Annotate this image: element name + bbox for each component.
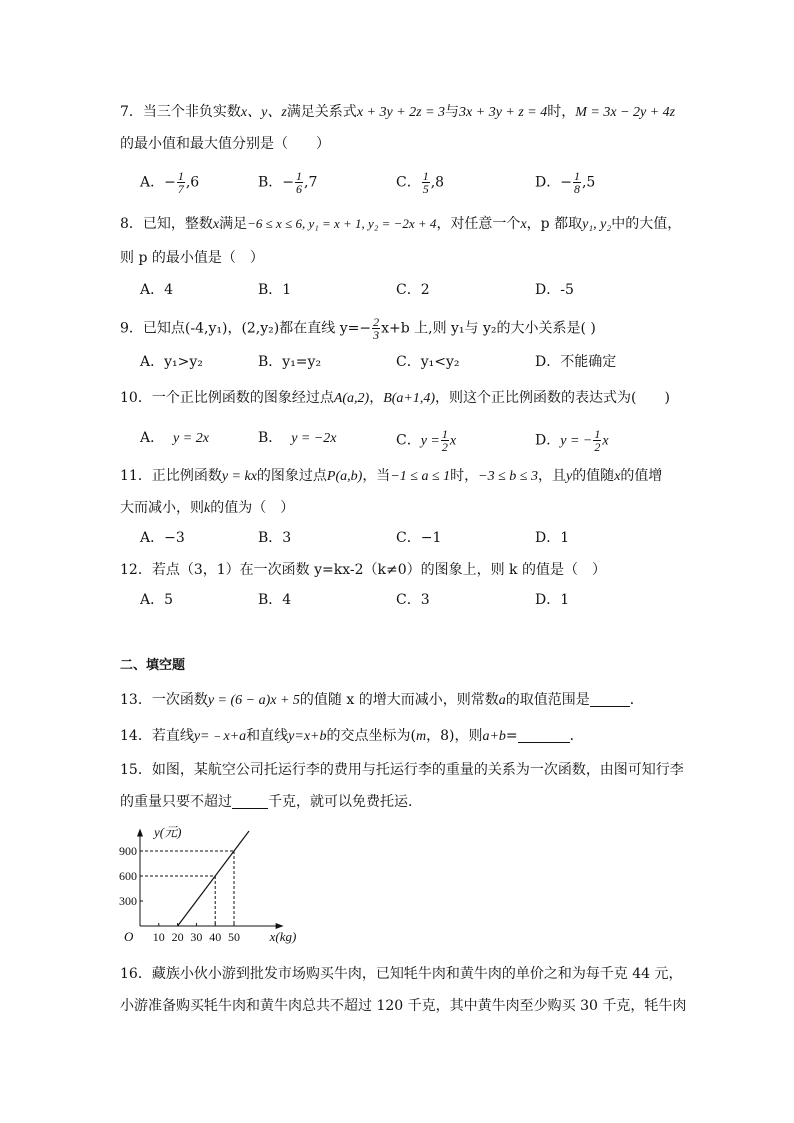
option-d[interactable]: D．-5	[535, 282, 574, 298]
option-d[interactable]: D．1	[535, 530, 570, 546]
question-16: 16．藏族小伙小游到批发市场购买牛肉，已知牦牛肉和黄牛肉的单价之和为每千克 44 元，	[120, 966, 683, 982]
y-axis-label: y(元)	[154, 824, 182, 840]
option-a[interactable]: A．4	[140, 282, 174, 298]
section-title: 二、填空题	[120, 658, 186, 673]
option-d[interactable]: D．不能确定	[535, 354, 617, 370]
option-c[interactable]: C．−1	[396, 530, 442, 546]
answer-blank[interactable]	[590, 692, 630, 707]
question-7: 7．当三个非负实数x、y、z满足关系式x + 3y + 2z = 3与3x + 3y + z = 4时，M = 3x − 2y + 4z	[120, 104, 676, 120]
option-a[interactable]: A．5	[140, 592, 174, 608]
question-7-line2: 的最小值和最大值分别是（ ）	[120, 136, 330, 152]
x-tick-label: 50	[228, 930, 240, 944]
x-axis-label: x(kg)	[269, 929, 297, 944]
y-axis-arrow	[137, 829, 143, 837]
y-tick-label: 900	[119, 844, 137, 859]
question-13: 13．一次函数y = (6 − a)x + 5的值随 x 的增大而减小，则常数a的取值范围是 ．	[120, 692, 644, 708]
question-15: 15．如图，某航空公司托运行李的费用与托运行李的重量的关系为一次函数，由图可知行李	[120, 762, 684, 778]
option-a[interactable]: A． y = 2x	[140, 430, 209, 446]
question-14: 14．若直线y=﹣x+a和直线y=x+b的交点坐标为(m，8)，则a+b= ．	[120, 728, 584, 744]
option-d[interactable]: D．1	[535, 592, 570, 608]
question-8-line2: 则 p 的最小值是（ ）	[120, 250, 264, 266]
option-b[interactable]: B． y = −2x	[258, 430, 337, 446]
option-d[interactable]: D．− $\frac{1}{8}$ ,5	[535, 169, 596, 196]
option-c[interactable]: C．y₁<y₂	[396, 354, 460, 370]
x-tick-label: 30	[190, 930, 203, 944]
option-c[interactable]: C．y = $\frac{1}{2}$ x	[396, 427, 457, 454]
option-a[interactable]: A．y₁>y₂	[140, 354, 203, 370]
answer-blank[interactable]	[232, 794, 268, 809]
option-b[interactable]: B．1	[258, 282, 292, 298]
origin-label: O	[124, 929, 134, 944]
fee-line	[178, 831, 249, 926]
luggage-fee-chart	[118, 820, 318, 950]
option-c[interactable]: C．2	[396, 282, 430, 298]
question-16-line2: 小游准备购买牦牛肉和黄牛肉总共不超过 120 千克，其中黄牛肉至少购买 30 千克，牦牛肉	[120, 998, 687, 1014]
question-11-line2: 大而减小，则k的值为（ ）	[120, 500, 295, 516]
question-15-line2: 的重量只要不超过 千克，就可以免费托运．	[120, 794, 422, 810]
option-a[interactable]: A．− $\frac{1}{7}$ ,6	[140, 169, 200, 196]
y-tick-label: 300	[119, 894, 137, 909]
x-tick-label: 10	[152, 930, 165, 944]
option-c[interactable]: C．3	[396, 592, 430, 608]
answer-blank[interactable]	[518, 728, 570, 743]
option-b[interactable]: B．3	[258, 530, 292, 546]
option-a[interactable]: A．−3	[140, 530, 185, 546]
y-tick-label: 600	[119, 869, 137, 884]
option-c[interactable]: C． $\frac{1}{5}$ ,8	[396, 169, 445, 196]
question-12: 12．若点（3，1）在一次函数 y=kx-2（k≠0）的图象上，则 k 的值是（ ）	[120, 562, 606, 578]
option-b[interactable]: B．y₁=y₂	[258, 354, 322, 370]
option-b[interactable]: B．4	[258, 592, 292, 608]
question-10: 10．一个正比例函数的图象经过点A(a,2)，B(a+1,4)，则这个正比例函数的表达式为( )	[120, 390, 670, 406]
question-9: 9．已知点(-4,y₁)，(2,y₂)都在直线 y=− $\frac{2}{3}$ x+b 上,则 y₁与 y₂的大小关系是( )	[120, 315, 596, 342]
x-tick-label: 20	[171, 930, 184, 944]
question-8: 8．已知，整数x满足−6 ≤ x ≤ 6, y₁ = x + 1, y₂ = −2x + 4，对任意一个x，p 都取y₁, y₂中的大值，	[120, 216, 682, 232]
question-11: 11．正比例函数y = kx的图象过点P(a,b)，当−1 ≤ a ≤ 1时，−3 ≤ b ≤ 3，且y的值随x的值增	[120, 468, 663, 484]
option-b[interactable]: B．− $\frac{1}{6}$ ,7	[258, 169, 318, 196]
x-tick-label: 40	[209, 930, 222, 944]
option-d[interactable]: D．y = − $\frac{1}{2}$ x	[535, 427, 609, 454]
